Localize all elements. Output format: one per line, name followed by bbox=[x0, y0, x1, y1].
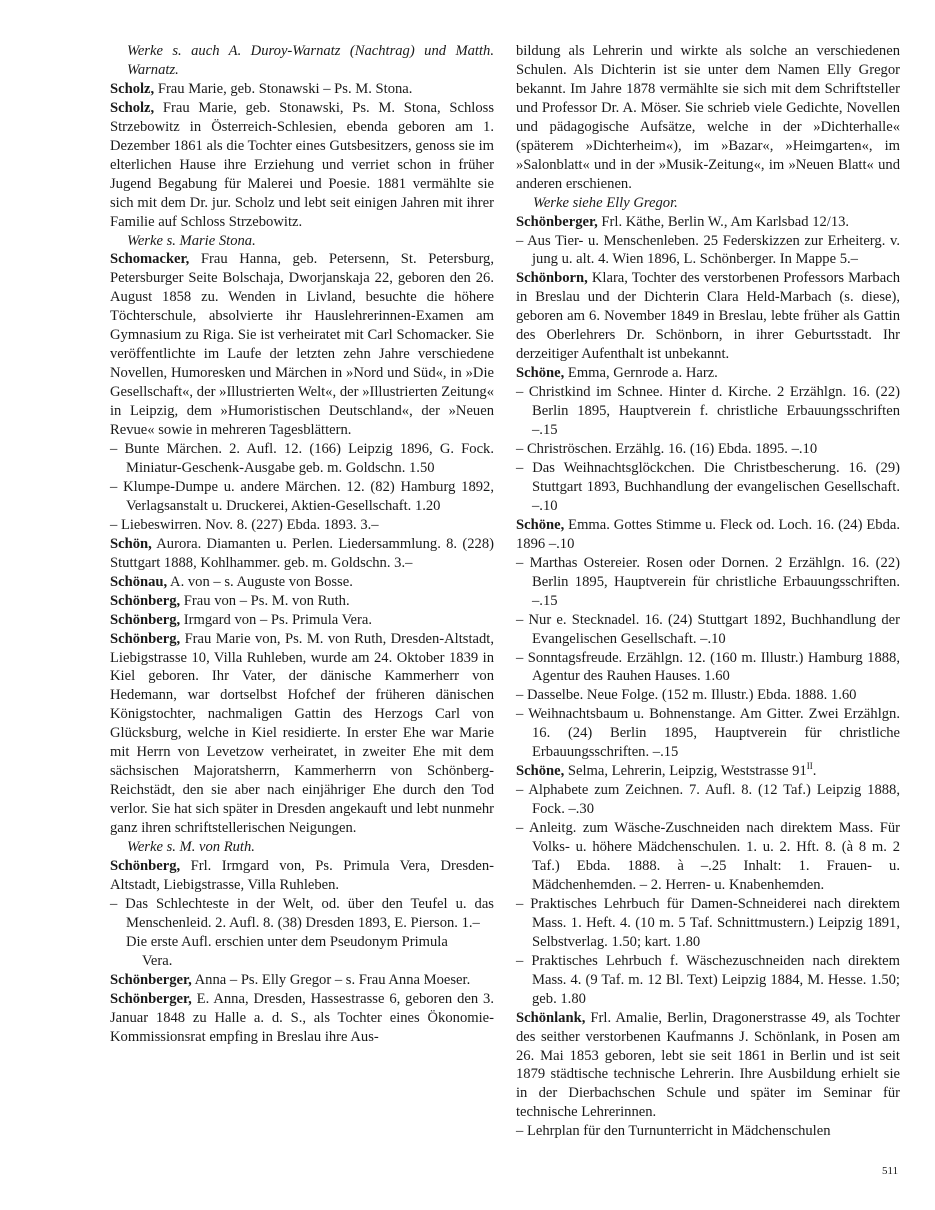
entry-name: Scholz, bbox=[110, 99, 155, 116]
bio-entry: Schönberger, Anna – Ps. Elly Gregor – s. Frau Anna Moeser. bbox=[110, 971, 471, 988]
entry-name: Schönberger, bbox=[110, 990, 192, 1007]
entry-name: Schönberg, bbox=[110, 611, 181, 628]
left-column bbox=[110, 42, 494, 1047]
edition-note: Die erste Aufl. erschien unter dem Pseudonym Primula Vera. bbox=[110, 933, 494, 971]
work-item: – Praktisches Lehrbuch für Damen-Schneiderei nach direktem Mass. 1. Heft. 4. (10 m. 5 Taf. Schnittmustern.) Leipzig 1891, Selbstverlag. 1.50; kart. 1.80 bbox=[516, 895, 900, 950]
entry-name: Schön, bbox=[110, 535, 152, 552]
entry-name: Schönborn, bbox=[516, 270, 588, 287]
bio-entry: Schöne, Emma, Gernrode a. Harz. bbox=[516, 365, 718, 382]
entry-name: Schönlank, bbox=[516, 1009, 586, 1026]
work-item: – Aus Tier- u. Menschenleben. 25 Federskizzen zur Erheiterg. v. jung u. alt. 4. Wien 1896, L. Schönberger. In Mappe 5.– bbox=[516, 232, 900, 268]
bio-entry: Schönberg, Frl. Irmgard von, Ps. Primula Vera, Dresden-Altstadt, Liebigstrasse, Villa Ruhleben. bbox=[110, 857, 494, 893]
work-item: – Liebeswirren. Nov. 8. (227) Ebda. 1893. 3.– bbox=[110, 516, 379, 533]
entry-name: Schönberg, bbox=[110, 592, 181, 609]
work-item: – Christröschen. Erzählg. 16. (16) Ebda. 1895. –.10 bbox=[516, 441, 818, 458]
entry-name: Schönberg, bbox=[110, 857, 181, 874]
bio-entry: Schöne, Selma, Lehrerin, Leipzig, Weststrasse $91^{II}$. bbox=[516, 761, 817, 780]
cross-reference: Werke s. M. von Ruth. bbox=[127, 839, 255, 856]
entry-name: Schomacker, bbox=[110, 251, 190, 268]
right-column bbox=[516, 42, 900, 1141]
work-item: – Klumpe-Dumpe u. andere Märchen. 12. (82) Hamburg 1892, Verlagsanstalt u. Druckerei, Aktien-Gesellschaft. 1.20 bbox=[110, 478, 494, 514]
work-item: – Dasselbe. Neue Folge. (152 m. Illustr.) Ebda. 1888. 1.60 bbox=[516, 687, 857, 704]
page-number: 511 bbox=[882, 1165, 899, 1177]
entry-name: Schönberger, bbox=[110, 971, 192, 988]
work-item: – Nur e. Stecknadel. 16. (24) Stuttgart 1892, Buchhandlung der Evangelischen Gesellschaft. –.10 bbox=[516, 611, 900, 647]
bio-entry: Schönberg, Irmgard von – Ps. Primula Vera. bbox=[110, 611, 372, 628]
bio-entry: Schönlank, Frl. Amalie, Berlin, Dragonerstrasse 49, als Tochter des seither verstorbenen Kaufmanns J. Schönlank, in Posen am 26. Mai 1853 geboren, lebt sie seit 1861 in Berlin und ist seit 1879 städtische technische Lehrerin. Ihre Ausbildung erhielt sie in der Dierbachschen Schule und später im Seminar für technische Lehrerinnen. bbox=[516, 1009, 900, 1121]
work-item: – Anleitg. zum Wäsche-Zuschneiden nach direktem Mass. Für Volks- u. höhere Mädchenschulen. 1. u. 2. Hft. 8. (à 8 m. 2 Taf.) Ebda. 1888. à –.25 Inhalt: 1. Frauen- u. Mädchenhemden. – 2. Herren- u. Knabenhemden. bbox=[516, 820, 900, 893]
entry-name: Schöne, bbox=[516, 365, 565, 382]
paragraph: bildung als Lehrerin und wirkte als solche an verschiedenen Schulen. Als Dichterin ist sie unter dem Namen Elly Gregor bekannt. Im Jahre 1878 vermählte sie sich mit dem Schriftsteller und Professor Dr. A. Möser. Sie schrieb viele Gedichte, Novellen und pädagogische Aufsätze, welche in der »Dichterhalle« (späterem »Dichterheim«), im »Bazar«, »Heimgarten«, im »Salonblatt« und in der »Musik-Zeitung«, im »Neuen Blatt« und anderen erschienen. bbox=[516, 43, 900, 192]
work-item: – Christkind im Schnee. Hinter d. Kirche. 2 Erzählgn. 16. (22) Berlin 1895, Hauptverein f. christliche Erbauungsschriften –.15 bbox=[516, 384, 900, 439]
superscript: II bbox=[806, 761, 813, 772]
bio-entry: Schomacker, Frau Hanna, geb. Petersenn, St. Petersburg, Petersburger Seite Bolschaja, Dworjanskaja 22, geboren den 26. August 1858 zu. Wenden in Livland, besuchte die höhere Töchterschule, absolvierte ihr Hauslehrerinnen-Examen am Gymnasium zu Riga. Sie ist verheiratet mit Carl Schomacker. Sie veröffentlichte im Laufe der letzten zehn Jahre verschiedene Novellen, Humoresken und Märchen in »Nord und Süd«, in »Die Gesellschaft«, der »Illustrierten Welt«, der »Illustrierten Zeitung« in Leipzig, dem »Humoristischen Deutschland«, der »Neuen Revue« sowie in mehreren Tagesblättern. bbox=[110, 251, 494, 439]
entry-name: Scholz, bbox=[110, 80, 155, 97]
cross-reference: Werke siehe Elly Gregor. bbox=[533, 194, 678, 211]
work-item: – Das Schlechteste in der Welt, od. über den Teufel u. das Menschenleid. 2. Aufl. 8. (38) Dresden 1893, E. Pierson. 1.– bbox=[110, 895, 494, 931]
cross-reference: Werke s. auch A. Duroy-Warnatz (Nachtrag) und Matth. Warnatz. bbox=[127, 43, 494, 78]
bio-entry: Scholz, Frau Marie, geb. Stonawski, Ps. M. Stona, Schloss Strzebowitz in Österreich-Schlesien, ebenda geboren am 1. Dezember 1861 als die Tochter eines Gutsbesitzers, genoss sie im elterlichen Hause ihre Erziehung und verriet schon in früher Jugend Begabung für Malerei und Poesie. 1881 vermählte sie sich mit dem Dr. jur. Scholz und lebt seit einigen Jahren mit ihrer Familie auf Schloss Strzebowitz. bbox=[110, 99, 494, 230]
cross-reference: Werke s. Marie Stona. bbox=[127, 232, 256, 249]
bio-entry: Schönau, A. von – s. Auguste von Bosse. bbox=[110, 573, 353, 590]
entry-name: Schönau, bbox=[110, 573, 168, 590]
work-item: – Lehrplan für den Turnunterricht in Mädchenschulen bbox=[516, 1123, 831, 1140]
bio-entry: Schönberger, E. Anna, Dresden, Hassestrasse 6, geboren den 3. Januar 1848 zu Halle a. d. S., als Tochter eines Ökonomie-Kommissionsrat empfing in Breslau ihre Aus- bbox=[110, 990, 494, 1045]
work-item: – Alphabete zum Zeichnen. 7. Aufl. 8. (12 Taf.) Leipzig 1888, Fock. –.30 bbox=[516, 782, 900, 818]
work-item: – Weihnachtsbaum u. Bohnenstange. Am Gitter. Zwei Erzählgn. 16. (24) Berlin 1895, Hauptverein für christliche Erbauungsschriften. –.15 bbox=[516, 706, 900, 761]
bio-entry: Schöne, Emma. Gottes Stimme u. Fleck od. Loch. 16. (24) Ebda. 1896 –.10 bbox=[516, 516, 900, 552]
bio-entry: Scholz, Frau Marie, geb. Stonawski – Ps. M. Stona. bbox=[110, 80, 413, 97]
work-item: – Praktisches Lehrbuch f. Wäschezuschneiden nach direktem Mass. 4. (9 Taf. m. 12 Bl. Text) Leipzig 1884, M. Hesse. 1.50; geb. 1.80 bbox=[516, 952, 900, 1007]
bio-entry: Schönberg, Frau von – Ps. M. von Ruth. bbox=[110, 592, 350, 609]
work-item: – Das Weihnachtsglöckchen. Die Christbescherung. 16. (29) Stuttgart 1893, Buchhandlung der evangelischen Gesellschaft. –.10 bbox=[516, 459, 900, 514]
entry-name: Schönberger, bbox=[516, 213, 598, 230]
entry-name: Schöne, bbox=[516, 516, 565, 533]
work-item: – Marthas Ostereier. Rosen oder Dornen. 2 Erzählgn. 16. (22) Berlin 1895, Hauptverein für christliche Erbauungsschriften. –.15 bbox=[516, 554, 900, 609]
edition-note-continuation: Vera. bbox=[142, 952, 173, 969]
bio-entry: Schönberger, Frl. Käthe, Berlin W., Am Karlsbad 12/13. bbox=[516, 213, 850, 230]
bio-entry: Schön, Aurora. Diamanten u. Perlen. Liedersammlung. 8. (228) Stuttgart 1888, Kohlhammer. geb. m. Goldschn. 3.– bbox=[110, 535, 494, 571]
work-item: – Bunte Märchen. 2. Aufl. 12. (166) Leipzig 1896, G. Fock. Miniatur-Geschenk-Ausgabe geb. m. Goldschn. 1.50 bbox=[110, 441, 494, 476]
bio-entry: Schönberg, Frau Marie von, Ps. M. von Ruth, Dresden-Altstadt, Liebigstrasse 10, Villa Ruhleben, wurde am 24. Oktober 1839 in Kiel geboren. Ihr Vater, der dänische Kammerherr von Hedemann, war dortselbst Hofchef der früheren dänischen Königstochter, nachmaligen Gattin des Herzogs Carl von Glücksburg, welche in Kiel residierte. In erster Ehe war Marie mit Herrn von Levetzow verheiratet, in zweiter Ehe mit dem sächsischen Majoratsherrn, Kammerherrn von Schönberg-Reichstädt, den sie aber nach einjähriger Ehe durch den Tod verlor. Sie hat sich später in Dresden angekauft und lebt nunmehr ganz ihren schriftstellerischen Neigungen. bbox=[110, 630, 494, 837]
entry-name: Schöne, bbox=[516, 763, 565, 780]
bio-entry: Schönborn, Klara, Tochter des verstorbenen Professors Marbach in Breslau und der Dichterin Clara Held-Marbach (s. diese), geboren am 6. November 1849 in Breslau, lebte früher als Gattin des Oberlehrers Dr. Schönborn, in ihrer Geburtsstadt. Ihr derzeitiger Aufenthalt ist unbekannt. bbox=[516, 270, 900, 363]
entry-name: Schönberg, bbox=[110, 630, 181, 647]
work-item: – Sonntagsfreude. Erzählgn. 12. (160 m. Illustr.) Hamburg 1888, Agentur des Rauhen Hauses. 1.60 bbox=[516, 649, 900, 685]
